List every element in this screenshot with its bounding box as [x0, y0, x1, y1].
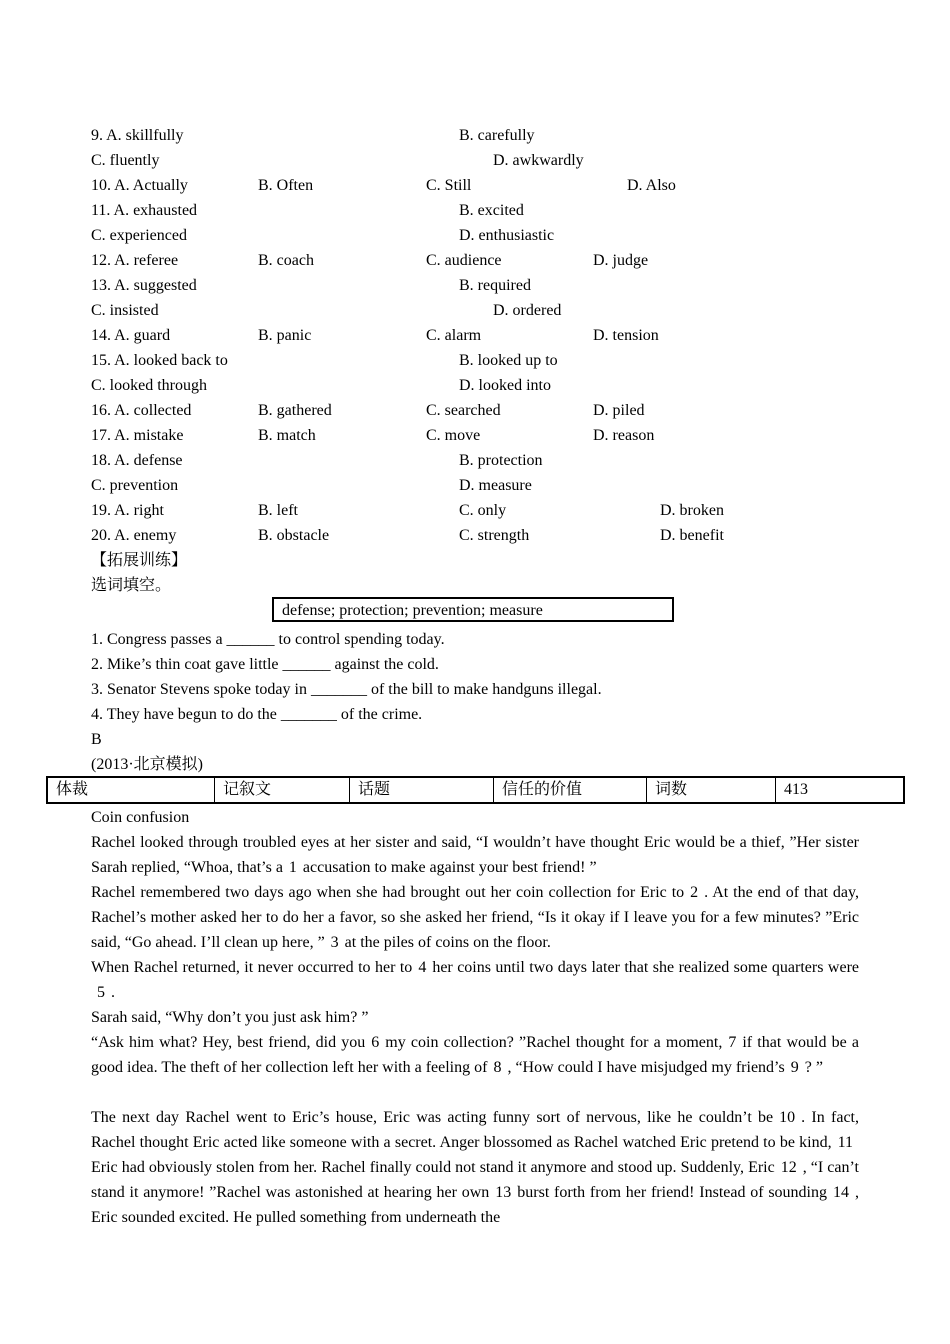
extension-instruction: 选词填空。 [91, 577, 172, 594]
passage-text: . In fact, Rachel thought Eric acted like someone with a secret. Anger blossomed as Rachel watched Eric pretend to be kind, [91, 1109, 859, 1151]
option-text: B. protection [459, 452, 543, 469]
option-text: C. looked through [91, 377, 207, 394]
option-text: 18. A. defense [91, 452, 183, 469]
passage-text: When Rachel returned, it never occurred to her to [91, 959, 413, 976]
option-text: B. Often [258, 177, 314, 194]
topic-label: 话题 [350, 777, 494, 803]
option-text: B. left [258, 502, 298, 519]
option-text: C. Still [426, 177, 472, 194]
word-count-label: 词数 [647, 777, 776, 803]
option-text: B. coach [258, 252, 314, 269]
genre-value: 记叙文 [215, 777, 350, 803]
fill-sentence-3: 3. Senator Stevens spoke today in _______ of the bill to make handguns illegal. [91, 681, 602, 698]
passage-paragraph [91, 830, 859, 880]
option-text: D. benefit [660, 527, 724, 544]
blank-number: 5 [97, 984, 105, 1001]
blank-number: 9 [790, 1059, 799, 1076]
option-text: C. fluently [91, 152, 160, 169]
blank-number: 3 [330, 934, 339, 951]
blank-number: 4 [418, 959, 427, 976]
passage-text: , Eric sounded excited. He pulled something from underneath the [91, 1184, 859, 1226]
passage-text: Eric had obviously stolen from her. Rachel finally could not stand it anymore and stood up. Suddenly, Eric [91, 1159, 775, 1176]
option-text: C. strength [459, 527, 530, 544]
section-source: (2013·北京模拟) [91, 756, 203, 773]
blank-number: 6 [371, 1034, 380, 1051]
option-text: C. move [426, 427, 481, 444]
blank-number: 12 [780, 1159, 797, 1176]
option-text: D. Also [627, 177, 676, 194]
fill-sentence-2: 2. Mike’s thin coat gave little ______ against the cold. [91, 656, 439, 673]
option-text: C. searched [426, 402, 501, 419]
word-count-value: 413 [776, 777, 905, 803]
option-text: B. excited [459, 202, 524, 219]
option-text: 17. A. mistake [91, 427, 184, 444]
passage-text: Sarah said, “Why don’t you just ask him? ” [91, 1009, 369, 1026]
option-text: B. looked up to [459, 352, 558, 369]
option-text: 12. A. referee [91, 252, 179, 269]
passage-text: accusation to make against your best friend! ” [302, 859, 597, 876]
option-text: B. panic [258, 327, 312, 344]
option-text: B. gathered [258, 402, 332, 419]
blank-number: 2 [690, 884, 699, 901]
genre-label: 体裁 [47, 777, 215, 803]
option-text: 15. A. looked back to [91, 352, 228, 369]
option-text: D. ordered [493, 302, 562, 319]
blank-number: 11 [837, 1134, 853, 1151]
option-text: B. match [258, 427, 316, 444]
passage-title: Coin confusion [91, 809, 190, 826]
option-text: D. piled [593, 402, 645, 419]
option-text: D. measure [459, 477, 532, 494]
option-text: 11. A. exhausted [91, 202, 198, 219]
option-text: D. awkwardly [493, 152, 584, 169]
passage-text: Rachel remembered two days ago when she had brought out her coin collection for Eric to [91, 884, 685, 901]
passage-text: , “How could I have misjudged my friend’s [507, 1059, 785, 1076]
option-text: D. reason [593, 427, 655, 444]
passage-paragraph [91, 1005, 859, 1030]
option-text: 9. A. skillfully [91, 127, 184, 144]
passage-text: her coins until two days later that she realized some quarters were [432, 959, 859, 976]
option-text: D. broken [660, 502, 724, 519]
extension-heading: 【拓展训练】 [91, 552, 188, 569]
passage-text: Rachel looked through troubled eyes at her sister and said, “I wouldn’t have thought Eric would be a thief, ”Her sister Sarah replied, “Whoa, that’s a [91, 834, 859, 876]
passage-text: . [111, 984, 115, 1001]
passage-paragraph [91, 1105, 859, 1230]
option-text: C. insisted [91, 302, 159, 319]
passage-text: burst forth from her friend! Instead of sounding [517, 1184, 827, 1201]
option-text: C. only [459, 502, 507, 519]
option-text: 10. A. Actually [91, 177, 188, 194]
option-text: C. audience [426, 252, 502, 269]
option-text: 13. A. suggested [91, 277, 197, 294]
option-text: 14. A. guard [91, 327, 171, 344]
option-text: D. enthusiastic [459, 227, 555, 244]
word-bank-box: defense; protection; prevention; measure [272, 597, 674, 622]
passage-text: ? ” [804, 1059, 823, 1076]
topic-value: 信任的价值 [494, 777, 647, 803]
fill-sentence-1: 1. Congress passes a ______ to control spending today. [91, 631, 445, 648]
option-text: D. tension [593, 327, 659, 344]
option-text: D. looked into [459, 377, 551, 394]
blank-number: 8 [493, 1059, 502, 1076]
option-text: C. alarm [426, 327, 482, 344]
passage-text: if that would be a good idea. The theft of her collection left her with a feeling of [91, 1034, 860, 1076]
option-text: 19. A. right [91, 502, 164, 519]
passage-text: The next day Rachel went to Eric’s house, Eric was acting funny sort of nervous, like he couldn’t be [91, 1109, 774, 1126]
option-text: D. judge [593, 252, 649, 269]
passage-text: . At the end of that day, Rachel’s mother asked her to do her a favor, so she asked her friend, “Is it okay if I leave you for a few minutes? ”Eric said, “Go ahead. I’ll clean up here, ” [91, 884, 859, 951]
passage-text: at the piles of coins on the floor. [344, 934, 551, 951]
passage-paragraph [91, 955, 859, 1005]
option-text: 16. A. collected [91, 402, 192, 419]
option-text: B. obstacle [258, 527, 330, 544]
passage-paragraph [91, 1030, 859, 1080]
blank-number: 1 [288, 859, 297, 876]
fill-sentence-4: 4. They have begun to do the _______ of the crime. [91, 706, 423, 723]
option-text: 20. A. enemy [91, 527, 177, 544]
option-text: B. required [459, 277, 531, 294]
option-text: B. carefully [459, 127, 535, 144]
section-label: B [91, 731, 102, 748]
option-text: C. prevention [91, 477, 179, 494]
option-text: C. experienced [91, 227, 187, 244]
blank-number: 13 [495, 1184, 512, 1201]
passage-text: , “I can’t stand it anymore! ”Rachel was astonished at hearing her own [91, 1159, 859, 1201]
passage-text: my coin collection? ”Rachel thought for a moment, [385, 1034, 723, 1051]
blank-number: 14 [833, 1184, 849, 1201]
blank-number: 7 [728, 1034, 737, 1051]
passage-paragraph [91, 880, 859, 955]
blank-number: 10 [779, 1109, 796, 1126]
passage-text: “Ask him what? Hey, best friend, did you [91, 1034, 366, 1051]
passage-info-table [46, 776, 905, 804]
